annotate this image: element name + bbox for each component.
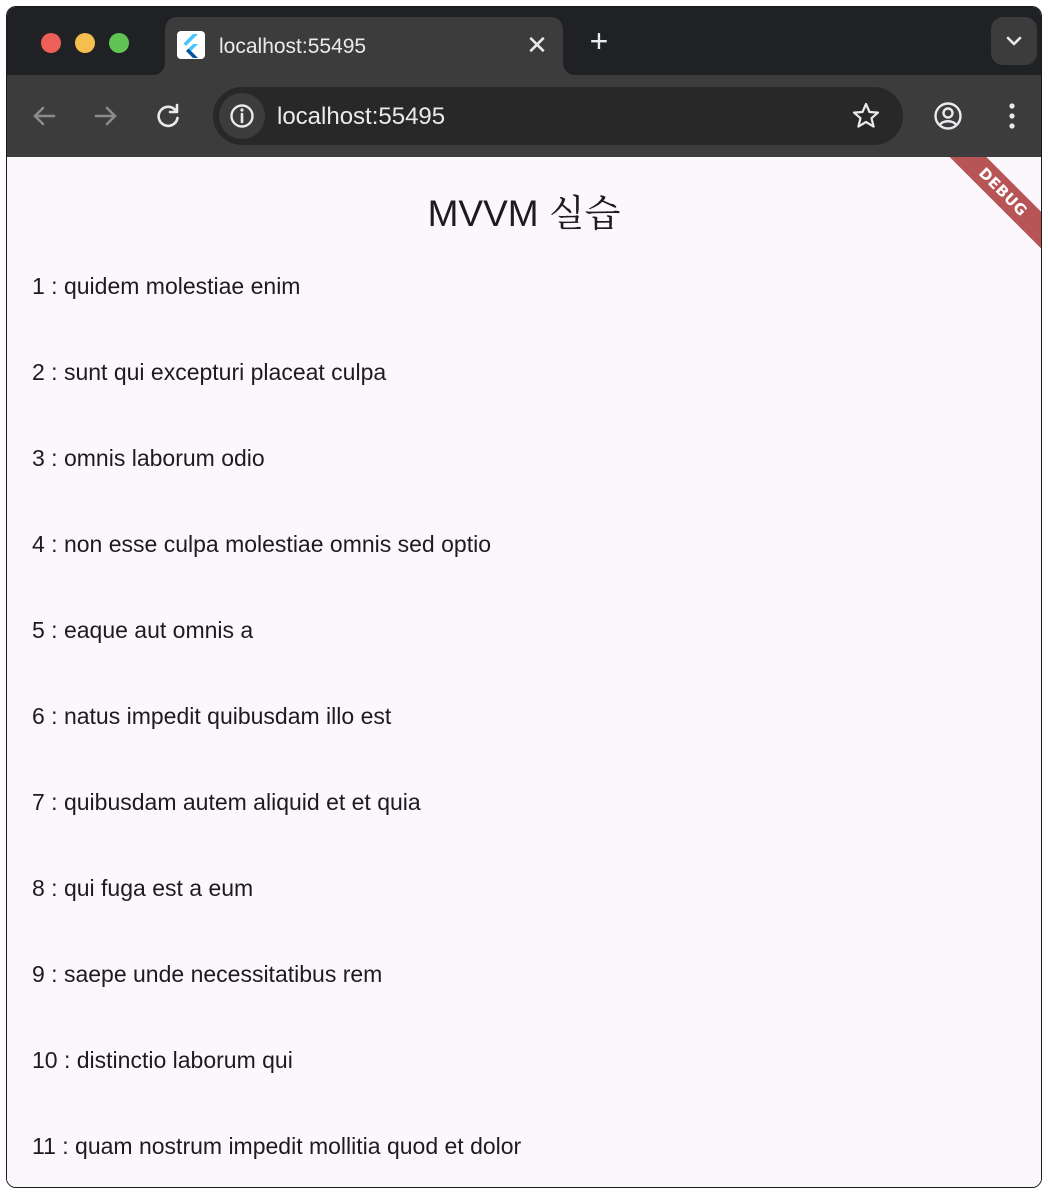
app-page	[7, 157, 1041, 1187]
list-item: 7 : quibusdam autem aliquid et et quia	[32, 788, 421, 815]
bookmark-star-icon[interactable]	[851, 101, 881, 131]
list-item: 2 : sunt qui excepturi placeat culpa	[32, 358, 387, 385]
list-item: 10 : distinctio laborum qui	[32, 1046, 293, 1073]
list-item: 1 : quidem molestiae enim	[32, 272, 301, 299]
tab-search-button[interactable]	[991, 17, 1037, 65]
list-item: 11 : quam nostrum impedit mollitia quod et dolor	[32, 1132, 522, 1159]
list-item: 5 : eaque aut omnis a	[32, 616, 254, 643]
more-menu-icon[interactable]	[995, 99, 1029, 133]
site-info-icon	[219, 93, 265, 139]
reload-icon[interactable]	[151, 99, 185, 133]
post-list	[7, 243, 1041, 1187]
page-title: MVVM 실습	[427, 193, 621, 234]
list-item: 9 : saepe unde necessitatibus rem	[32, 960, 383, 987]
minimize-window-button[interactable]	[75, 33, 95, 53]
list-item: 6 : natus impedit quibusdam illo est	[32, 702, 392, 729]
url-text[interactable]: localhost:55495	[277, 103, 446, 130]
list-item: 8 : qui fuga est a eum	[32, 874, 254, 901]
tab-title: localhost:55495	[219, 35, 367, 58]
back-icon[interactable]	[27, 99, 61, 133]
new-tab-button[interactable]: +	[589, 23, 609, 59]
list-item: 4 : non esse culpa molestiae omnis sed optio	[32, 530, 491, 557]
maximize-window-button[interactable]	[109, 33, 129, 53]
tab-strip	[7, 7, 1041, 75]
browser-tab[interactable]	[165, 17, 563, 75]
address-bar[interactable]	[213, 87, 903, 145]
debug-banner: DEBUG	[937, 157, 1041, 258]
browser-toolbar	[7, 75, 1041, 158]
tab-search-chevron-icon	[991, 17, 1037, 65]
close-window-button[interactable]	[41, 33, 61, 53]
forward-icon[interactable]	[89, 99, 123, 133]
browser-window	[6, 6, 1042, 1188]
site-info-button[interactable]	[219, 93, 265, 139]
flutter-icon	[177, 31, 205, 59]
list-item: 3 : omnis laborum odio	[32, 444, 265, 471]
close-tab-button[interactable]: ✕	[526, 30, 548, 60]
profile-icon[interactable]	[931, 99, 965, 133]
